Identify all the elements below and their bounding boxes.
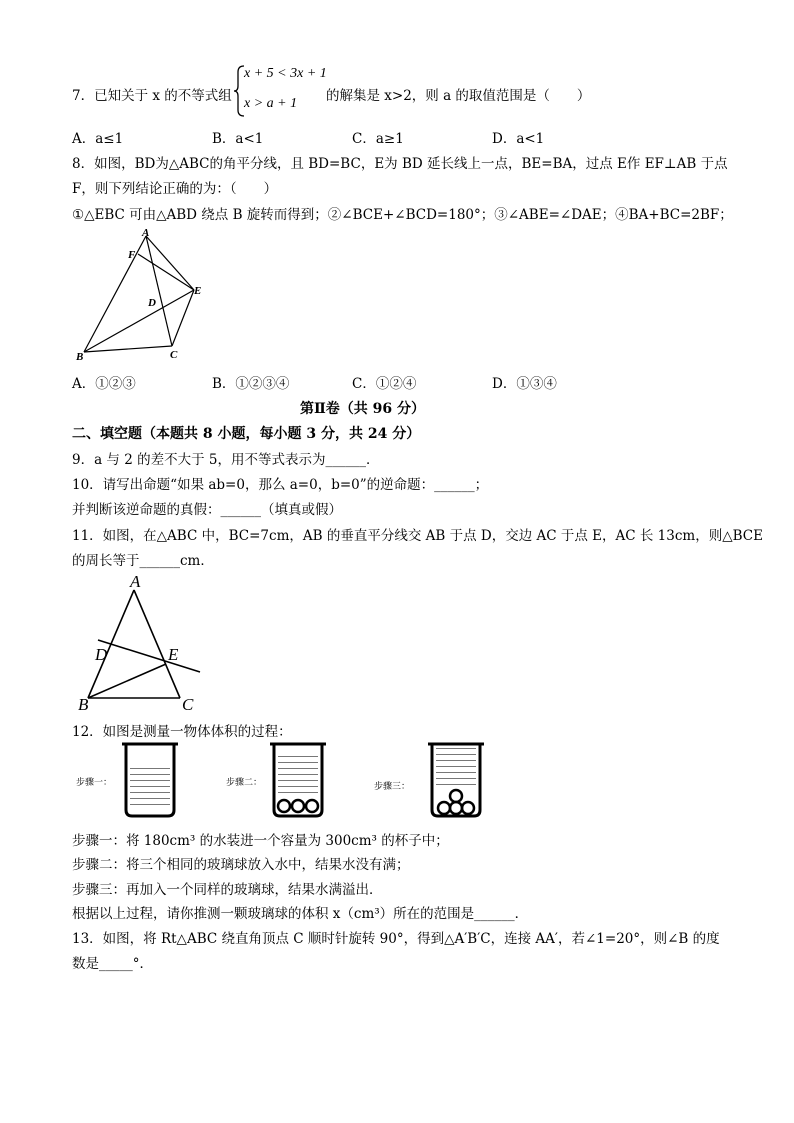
q12-beaker-3	[424, 742, 488, 818]
q11-figure	[74, 570, 204, 712]
q12-step1-label: 步骤一：	[76, 778, 113, 788]
q8-line-3: ①△EBC 可由△ABD 绕点 B 旋转而得到；②∠BCE+∠BCD=180°；③∠ABE=∠DAE；④BA+BC=2BF；	[72, 207, 733, 223]
q8-option-b: B．①②③④	[212, 376, 290, 392]
q8-option-c: C．①②④	[352, 376, 417, 392]
q7-option-b: B．a<1	[212, 131, 264, 147]
q8-figure	[72, 224, 222, 364]
section2-heading: 二、填空题（本题共 8 小题，每小题 3 分，共 24 分）	[72, 426, 421, 442]
q12-step3-label: 步骤三：	[374, 782, 411, 792]
q7-option-d: D．a<1	[492, 131, 545, 147]
q8-label-f: F	[128, 249, 136, 261]
q7-suffix: 的解集是 x>2，则 a 的取值范围是（ ）	[326, 88, 591, 104]
q8-label-c: C	[170, 349, 178, 361]
q10-line-2: 并判断该逆命题的真假：______（填真或假）	[72, 502, 342, 518]
q11-line-2: 的周长等于______cm．	[72, 553, 214, 569]
q12-step2-label: 步骤二：	[226, 778, 263, 788]
q11-label-c: C	[182, 695, 194, 712]
q12-step-3: 步骤三：再加入一个同样的玻璃球，结果水满溢出．	[72, 882, 383, 898]
q8-label-d: D	[148, 297, 156, 309]
q7-option-c: C．a≥1	[352, 131, 404, 147]
part2-title: 第Ⅱ卷（共 96 分）	[300, 401, 426, 417]
q11-label-e: E	[168, 645, 179, 664]
q12-step-1: 步骤一：将 180cm³ 的水装进一个容量为 300cm³ 的杯子中；	[72, 833, 449, 849]
q10-line-1: 10．请写出命题“如果 ab=0，那么 a=0，b=0”的逆命题：______；	[72, 477, 489, 493]
q8-line-2: F，则下列结论正确的为：（ ）	[72, 181, 278, 197]
q11-label-a: A	[130, 572, 141, 591]
q7-inequality-1: x + 5 < 3x + 1	[244, 66, 327, 81]
q8-label-e: E	[194, 285, 202, 297]
q11-label-b: B	[78, 695, 89, 712]
q8-line-1: 8．如图，BD为△ABC的角平分线，且 BD=BC，E为 BD 延长线上一点，BE=BA，过点 E作 EF⊥AB 于点	[72, 156, 728, 172]
q7-option-a: A．a≤1	[72, 131, 124, 147]
q8-label-a: A	[142, 227, 150, 239]
q12-beaker-1	[118, 742, 182, 818]
q13-line-1: 13．如图，将 Rt△ABC 绕直角顶点 C 顺时针旋转 90°，得到△A′B′C，连接 AA′，若∠1=20°，则∠B 的度	[72, 931, 720, 947]
q12-beaker-2	[266, 742, 330, 818]
q8-option-a: A．①②③	[72, 376, 136, 392]
q7-prefix: 7．已知关于 x 的不等式组	[72, 88, 232, 104]
q11-label-d: D	[95, 645, 108, 664]
q11-line-1: 11．如图，在△ABC 中，BC=7cm，AB 的垂直平分线交 AB 于点 D，交边 AC 于点 E，AC 长 13cm，则△BCE	[72, 528, 763, 544]
q9-text: 9．a 与 2 的差不大于 5，用不等式表示为______．	[72, 452, 380, 468]
q12-step-2: 步骤二：将三个相同的玻璃球放入水中，结果水没有满；	[72, 857, 410, 873]
q8-option-d: D．①③④	[492, 376, 557, 392]
q12-conclusion: 根据以上过程，请你推测一颗玻璃球的体积 x（cm³）所在的范围是______．	[72, 906, 529, 922]
q12-line-1: 12．如图是测量一物体体积的过程：	[72, 724, 292, 740]
q7-inequality-2: x > a + 1	[244, 96, 298, 111]
q8-label-b: B	[76, 351, 84, 363]
q13-line-2: 数是_____°．	[72, 956, 153, 972]
